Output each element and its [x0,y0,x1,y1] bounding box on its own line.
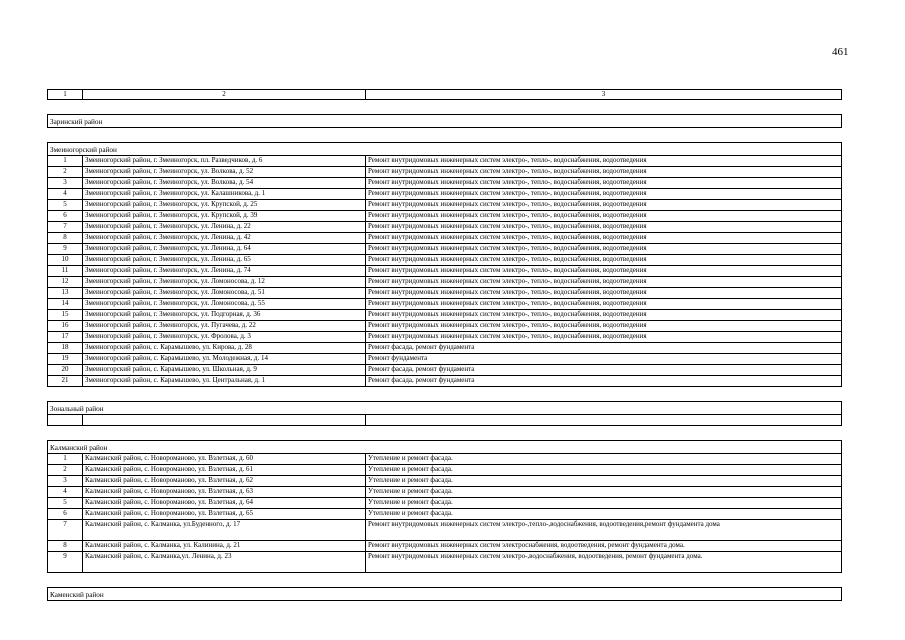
row-number: 11 [48,266,83,277]
work-type-cell: Ремонт внутридомовых инженерных систем электро-, тепло-, водоснабжения, водоотведения [366,332,842,343]
work-type-cell: Утепление и ремонт фасада. [366,476,842,487]
spacer-row [48,387,842,402]
work-type-cell: Ремонт внутридомовых инженерных систем электро-, тепло-, водоснабжения, водоотведения [366,244,842,255]
work-type-cell: Ремонт внутридомовых инженерных систем электро-, тепло-, водоснабжения, водоотведения [366,200,842,211]
address-cell: Змеиногорский район, с. Карамышево, ул. Кирова, д. 28 [83,343,366,354]
row-number: 10 [48,255,83,266]
address-cell: Змеиногорский район, г. Змеиногорск, ул. Ленина, д. 65 [83,255,366,266]
row-number: 6 [48,211,83,222]
work-type-cell: Ремонт фасада, ремонт фундамента [366,365,842,376]
row-number: 5 [48,200,83,211]
row-number: 3 [48,178,83,189]
spacer-cell [48,387,842,402]
row-number: 8 [48,233,83,244]
work-type-cell: Ремонт фасада, ремонт фундамента [366,343,842,354]
spacer-cell [48,100,842,115]
row-number: 7 [48,520,83,541]
table-row [48,487,842,498]
work-type-cell: Ремонт внутридомовых инженерных систем электро-, тепло-, водоснабжения, водоотведения [366,167,842,178]
work-type-cell: Ремонт внутридомовых инженерных систем электро-, тепло-, водоснабжения, водоотведения [366,211,842,222]
table-row [48,156,842,167]
page-number: 461 [832,46,849,58]
district-name: Змеиногорский район [48,143,842,156]
address-cell: Калманский район, с. Новороманово, ул. Взлетная, д. 61 [83,465,366,476]
row-number: 6 [48,509,83,520]
work-type-cell: Ремонт внутридомовых инженерных систем электро-, тепло-, водоснабжения, водоотведения [366,288,842,299]
table-row [48,299,842,310]
spacer-row [48,573,842,588]
table-row [48,244,842,255]
table-row [48,277,842,288]
spacer-row [48,426,842,441]
address-cell: Змеиногорский район, г. Змеиногорск, ул. Волкова, д. 52 [83,167,366,178]
table-row [48,310,842,321]
address-cell: Змеиногорский район, г. Змеиногорск, ул. Ломоносова, д. 51 [83,288,366,299]
district-name: Заринский район [48,115,842,128]
work-type-cell: Ремонт внутридомовых инженерных систем электро-, тепло-, водоснабжения, водоотведения [366,233,842,244]
address-cell: Калманский район, с. Калманка, ул. Калинина, д. 21 [83,541,366,552]
address-cell: Змеиногорский район, с. Карамышево, ул. Школьная, д. 9 [83,365,366,376]
column-number-row [48,90,842,100]
address-cell: Калманский район, с. Новороманово, ул. Взлетная, д. 63 [83,487,366,498]
work-type-cell: Ремонт внутридомовых инженерных систем электро-, тепло-, водоснабжения, водоотведения [366,310,842,321]
column-header: 1 [48,90,83,100]
row-number: 3 [48,476,83,487]
district-header-row [48,143,842,156]
address-cell: Змеиногорский район, г. Змеиногорск, ул. Калашникова, д. 1 [83,189,366,200]
table-row [48,167,842,178]
table-row [48,233,842,244]
district-name: Калманский район [48,441,842,454]
row-number: 12 [48,277,83,288]
spacer-cell [48,128,842,143]
address-cell: Змеиногорский район, г. Змеиногорск, ул. Подгорная, д. 36 [83,310,366,321]
table-row [48,354,842,365]
table-row [48,343,842,354]
address-cell: Змеиногорский район, г. Змеиногорск, ул. Крупской, д. 25 [83,200,366,211]
table-row [48,266,842,277]
work-type-cell: Утепление и ремонт фасада. [366,454,842,465]
work-type-cell: Ремонт внутридомовых инженерных систем электро-, тепло-, водоснабжения, водоотведения [366,266,842,277]
row-number: 16 [48,321,83,332]
table-row [48,178,842,189]
table-row [48,520,842,541]
work-type-cell: Ремонт внутридомовых инженерных систем электро-, тепло-, водоснабжения, водоотведения [366,255,842,266]
table-row [48,222,842,233]
row-number: 20 [48,365,83,376]
work-type-cell: Утепление и ремонт фасада. [366,487,842,498]
work-type-cell: Утепление и ремонт фасада. [366,498,842,509]
address-cell: Змеиногорский район, с. Карамышево, ул. Молодежная, д. 14 [83,354,366,365]
table-row [48,465,842,476]
district-header-row [48,402,842,415]
address-cell: Змеиногорский район, г. Змеиногорск, ул. Ленина, д. 42 [83,233,366,244]
work-type-cell: Ремонт внутридомовых инженерных систем электро-, тепло-, водоснабжения, водоотведения [366,299,842,310]
work-type-cell: Утепление и ремонт фасада. [366,465,842,476]
row-number: 13 [48,288,83,299]
table-row [48,498,842,509]
address-cell: Калманский район, с. Калманка, ул.Буденного, д. 17 [83,520,366,541]
row-number: 7 [48,222,83,233]
table-row [48,552,842,573]
address-cell: Калманский район, с. Новороманово, ул. Взлетная, д. 60 [83,454,366,465]
address-cell: Змеиногорский район, г. Змеиногорск, ул. Пугачева, д. 22 [83,321,366,332]
spacer-cell [48,573,842,588]
row-number: 2 [48,465,83,476]
address-cell: Змеиногорский район, г. Змеиногорск, ул. Ленина, д. 74 [83,266,366,277]
table-row [48,288,842,299]
table-row [48,476,842,487]
district-name: Зональный район [48,402,842,415]
work-type-cell: Утепление и ремонт фасада. [366,509,842,520]
row-number: 1 [48,454,83,465]
row-number: 2 [48,167,83,178]
row-number: 14 [48,299,83,310]
row-number: 21 [48,376,83,387]
table-row [48,255,842,266]
address-cell: Калманский район, с. Новороманово, ул. Взлетная, д. 64 [83,498,366,509]
table-row [48,332,842,343]
work-type-cell [366,415,842,426]
address-cell: Змеиногорский район, с. Карамышево, ул. Центральная, д. 1 [83,376,366,387]
address-cell: Калманский район, с. Новороманово, ул. Взлетная, д. 65 [83,509,366,520]
work-type-cell: Ремонт внутридомовых инженерных систем электро-, тепло-, водоснабжения, водоотведения [366,156,842,167]
spacer-row [48,128,842,143]
address-cell: Калманский район, с. Калманка,ул. Ленина, д. 23 [83,552,366,573]
spacer-cell [48,426,842,441]
table-row [48,376,842,387]
table-row [48,509,842,520]
table-row [48,321,842,332]
row-number: 19 [48,354,83,365]
row-number: 15 [48,310,83,321]
column-header: 3 [366,90,842,100]
district-name: Каменский район [48,588,842,601]
row-number: 9 [48,552,83,573]
address-cell: Змеиногорский район, г. Змеиногорск, ул. Ленина, д. 64 [83,244,366,255]
table-row [48,200,842,211]
address-cell: Змеиногорский район, г. Змеиногорск, ул. Ломоносова, д. 55 [83,299,366,310]
table-row [48,211,842,222]
work-type-cell: Ремонт внутридомовых инженерных систем электро-,тепло-,водоснабжения, водоотведения,ремонт фундамента дома [366,520,842,541]
district-header-row [48,115,842,128]
row-number: 9 [48,244,83,255]
table-row [48,365,842,376]
work-type-cell: Ремонт фасада, ремонт фундамента [366,376,842,387]
address-cell: Змеиногорский район, г. Змеиногорск, ул. Фролова, д. 3 [83,332,366,343]
address-cell: Змеиногорский район, г. Змеиногорск, ул. Крупской, д. 39 [83,211,366,222]
row-number: 5 [48,498,83,509]
address-cell: Змеиногорский район, г. Змеиногорск, ул. Волкова, д. 54 [83,178,366,189]
table-row [48,454,842,465]
work-type-cell: Ремонт внутридомовых инженерных систем электро-, тепло-, водоснабжения, водоотведения [366,222,842,233]
work-type-cell: Ремонт фундамента [366,354,842,365]
row-number: 1 [48,156,83,167]
table-row [48,415,842,426]
row-number [48,415,83,426]
row-number: 4 [48,189,83,200]
district-header-row [48,441,842,454]
row-number: 4 [48,487,83,498]
table-row [48,189,842,200]
work-type-cell: Ремонт внутридомовых инженерных систем электро-, тепло-, водоснабжения, водоотведения [366,178,842,189]
table-row [48,541,842,552]
address-cell: Змеиногорский район, г. Змеиногорск, ул. Ломоносова, д. 12 [83,277,366,288]
work-type-cell: Ремонт внутридомовых инженерных систем электро-, тепло-, водоснабжения, водоотведения [366,321,842,332]
work-type-cell: Ремонт внутридомовых инженерных систем электро-,водоснабжения, водоотведения, ремонт фундамента дома. [366,552,842,573]
work-type-cell: Ремонт внутридомовых инженерных систем электро-, тепло-, водоснабжения, водоотведения [366,277,842,288]
spacer-row [48,100,842,115]
row-number: 8 [48,541,83,552]
district-header-row [48,588,842,601]
column-header: 2 [83,90,366,100]
address-cell: Змеиногорский район, г. Змеиногорск, ул. Ленина, д. 22 [83,222,366,233]
address-cell: Калманский район, с. Новороманово, ул. Взлетная, д. 62 [83,476,366,487]
repair-register-table [47,89,842,601]
address-cell [83,415,366,426]
row-number: 18 [48,343,83,354]
address-cell: Змеиногорский район, г. Змеиногорск, пл. Разведчиков, д. 6 [83,156,366,167]
work-type-cell: Ремонт внутридомовых инженерных систем электроснабжения, водоотведения, ремонт фундамента дома. [366,541,842,552]
row-number: 17 [48,332,83,343]
work-type-cell: Ремонт внутридомовых инженерных систем электро-, тепло-, водоснабжения, водоотведения [366,189,842,200]
